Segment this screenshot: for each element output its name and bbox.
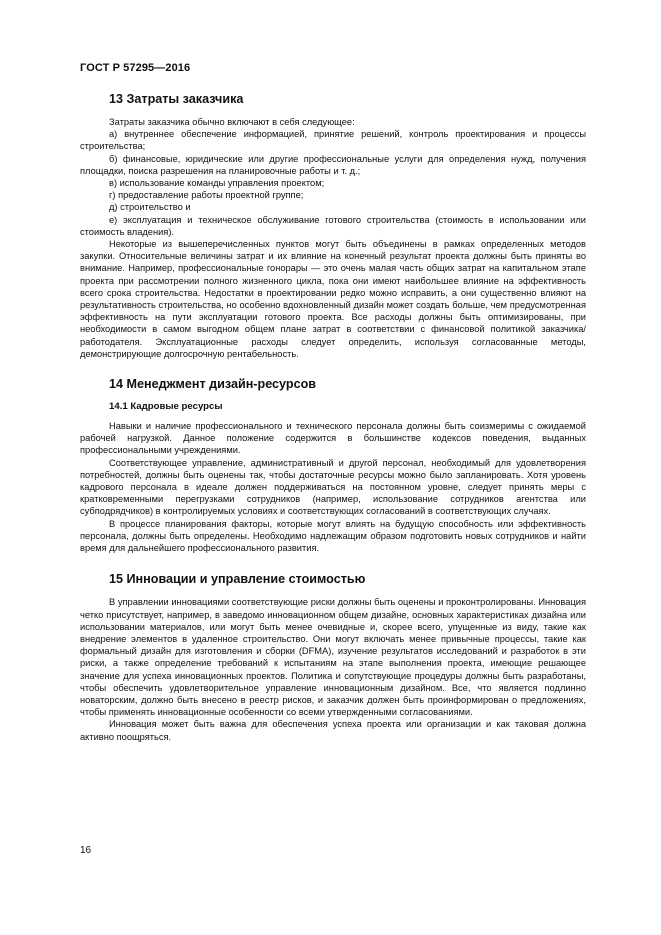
paragraph: В управлении инновациями соответствующие риски должны быть оценены и проконтролированы. Инновация четко присутствует, например, в заведомо инновационном общем дизайне, основных характеристиках дизайна или использовании материалов, или могут быть менее очевидные и, скорее всего, упущенные из виду, такие как внедрение элементов в удаленное строительство. Они могут включать менее привычные процессы, такие как формальный дизайн для изготовления и сборки (DFMA), изучение результатов исследований и разработок в эти риски, а также определение требований к испытаниям на этапе выполнения проекта, имеющие решающее значение для успеха инновационных проектов. Политика и сопутствующие процедуры должны быть разработаны, чтобы обеспечить удовлетворительное управление инновационным дизайном. Все, что является подлинно новаторским, должно быть внесено в реестр рисков, и заказчик должен быть проинформирован о предложениях, чтобы применять инновационные особенности со всеми утвержденными согласованиями.: [80, 597, 586, 718]
page-number: 16: [80, 845, 92, 856]
section-15-title: 15 Инновации и управление стоимостью: [109, 572, 366, 587]
paragraph: Навыки и наличие профессионального и технического персонала должны быть соизмеримы с ожидаемой рабочей нагрузкой. Данное положение содержится в большинстве кодексов поведения, выданных профессиональными учреждениями.: [80, 421, 586, 456]
section-14-title: 14 Менеджмент дизайн-ресурсов: [109, 377, 317, 392]
list-item: г) предоставление работы проектной группе;: [109, 190, 304, 201]
section-13: [80, 92, 586, 360]
paragraph: Некоторые из вышеперечисленных пунктов могут быть объединены в рамках определенных методов закупки. Относительные величины затрат и их влияние на конечный результат проекта должны быть приняты во внимание. Например, профессиональные гонорары — это очень малая часть общих затрат на капитальном этапе проекта при рассмотрении полного жизненного цикла, пока они имеют наибольшее влияние на эффективность всего срока строительства. Недостатки в проектировании редко можно исправить, а они существенно влияют на результативность строительства, но особенно вдохновленный дизайн может создать больше, чем предусмотренная эффективность на пути эксплуатации готового проекта. Все расходы должны быть оптимизированы, при необходимости в самом выгодном общем плане затрат в соответствии с финансовой политикой заказчика/работодателя. Эксплуатационные расходы следует определить, используя согласованные методы, демонстрирующие долгосрочную рентабельность.: [80, 239, 586, 359]
page-content: [80, 92, 586, 760]
list-item: а) внутреннее обеспечение информацией, принятие решений, контроль проектирования и процессы строительства;: [80, 129, 586, 152]
paragraph: Соответствующее управление, административный и другой персонал, необходимый для удовлетворения потребностей, должны быть оценены так, чтобы достаточные ресурсы можно было запланировать. Хотя уровень кадрового персонала в идеале должен поддерживаться на постоянном уровне, следует принять меры с кратковременными перегрузками сотрудников (например, использование сотрудников агентства или субподрядчиков) в контролируемых условиях и соответствующих согласований в соответствующих случаях.: [80, 457, 586, 517]
paragraph: Инновация может быть важна для обеспечения успеха проекта или организации и как таковая должна активно поощряться.: [80, 719, 586, 742]
paragraph: Затраты заказчика обычно включают в себя следующее:: [109, 117, 355, 127]
list-item: б) финансовые, юридические или другие профессиональные услуги для определения нужд, получения площадки, поиска разрешения на планировочные работы и т. д.;: [80, 153, 586, 176]
subsection-14-1-title: 14.1 Кадровые ресурсы: [109, 401, 223, 413]
document-header: ГОСТ Р 57295—2016: [80, 62, 191, 74]
section-13-title: 13 Затраты заказчика: [109, 92, 244, 106]
section-15: [80, 572, 586, 742]
section-14: [80, 377, 586, 554]
list-item: д) строительство и: [109, 202, 191, 213]
list-item: в) использование команды управления проектом;: [109, 178, 325, 189]
list-item: е) эксплуатация и техническое обслуживание готового строительства (стоимость в использовании или стоимость владения).: [80, 214, 586, 237]
paragraph: В процессе планирования факторы, которые могут влиять на будущую способность или эффективность персонала, должны быть определены. Необходимо надлежащим образом подготовить новых сотрудников и найти время для дальнейшего профессионального развития.: [80, 518, 586, 554]
